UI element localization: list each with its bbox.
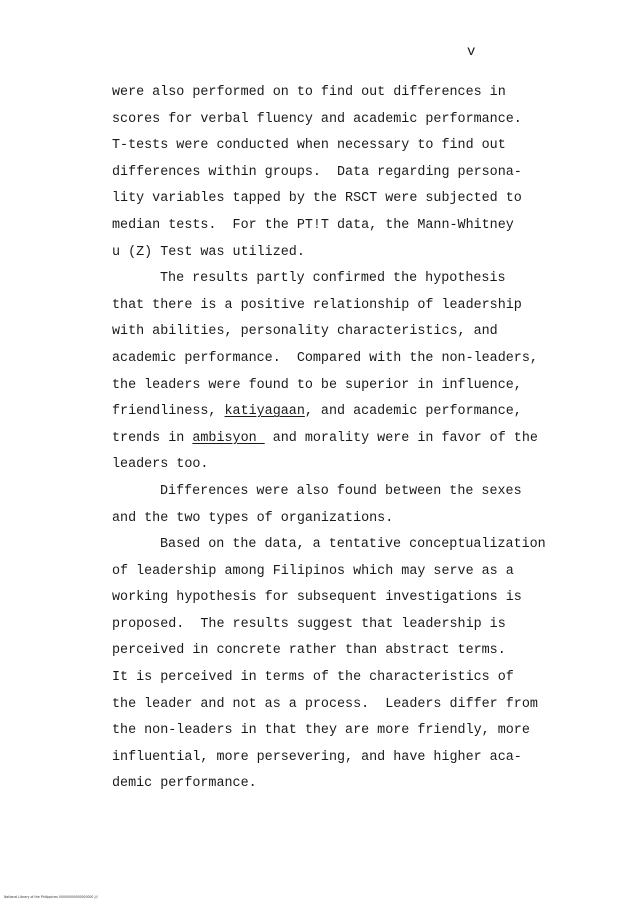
text-line: u (Z) Test was utilized. xyxy=(112,244,305,260)
text-segment: friendliness, xyxy=(112,404,225,420)
text-line: working hypothesis for subsequent investigations is xyxy=(112,590,522,606)
text-line: scores for verbal fluency and academic performance. xyxy=(112,111,522,127)
text-line: lity variables tapped by the RSCT were subjected to xyxy=(112,191,522,207)
text-line xyxy=(112,399,572,426)
text-line: Based on the data, a tentative conceptualization xyxy=(160,537,546,553)
text-line: and the two types of organizations. xyxy=(112,510,394,526)
text-line: T-tests were conducted when necessary to find out xyxy=(112,138,506,154)
text-segment: , and academic performance, xyxy=(304,404,522,420)
text-line: It is perceived in terms of the characteristics of xyxy=(112,670,514,686)
text-line: differences within groups. Data regarding persona- xyxy=(112,164,522,180)
text-line xyxy=(112,426,572,453)
text-segment: and morality were in favor of the xyxy=(264,430,538,446)
text-line: Differences were also found between the sexes xyxy=(160,483,522,499)
text-line: of leadership among Filipinos which may serve as a xyxy=(112,563,514,579)
text-line: were also performed on to find out differences in xyxy=(112,85,506,100)
text-line: the leaders were found to be superior in influence, xyxy=(112,377,522,393)
page-number: v xyxy=(467,44,476,60)
underlined-term: katiyagaan xyxy=(224,404,305,420)
text-segment: trends in xyxy=(112,430,193,446)
text-line: with abilities, personality characteristics, and xyxy=(112,324,498,340)
text-line: the non-leaders in that they are more friendly, more xyxy=(112,723,530,739)
text-line: influential, more persevering, and have higher aca- xyxy=(112,749,522,765)
scan-footer-caption: National Library of the Philippines 00000000000000000 /// xyxy=(4,895,98,899)
text-line: proposed. The results suggest that leadership is xyxy=(112,616,506,632)
underlined-term: ambisyon xyxy=(192,430,265,446)
abstract-text-block xyxy=(112,80,572,798)
text-line: demic performance. xyxy=(112,776,257,792)
text-line: the leader and not as a process. Leaders differ from xyxy=(112,696,538,712)
text-line: academic performance. Compared with the non-leaders, xyxy=(112,350,538,366)
text-line: perceived in concrete rather than abstract terms. xyxy=(112,643,506,659)
text-line: leaders too. xyxy=(112,457,209,473)
text-line: median tests. For the PT!T data, the Mann-Whitney xyxy=(112,217,514,233)
text-line: The results partly confirmed the hypothesis xyxy=(160,271,506,287)
text-line: that there is a positive relationship of leadership xyxy=(112,297,522,313)
